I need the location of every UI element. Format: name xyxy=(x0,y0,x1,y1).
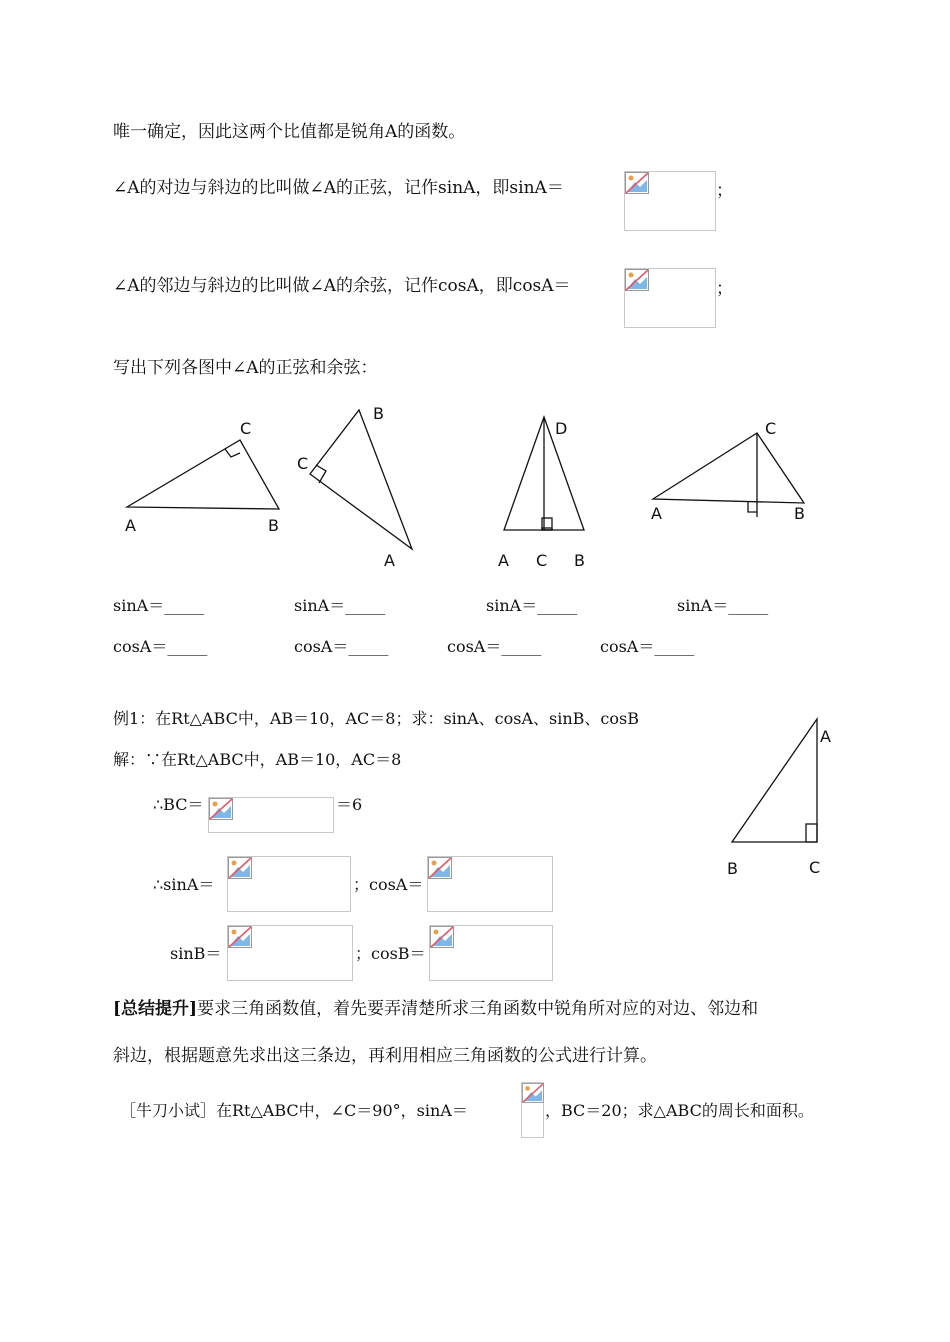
sina-formula-image xyxy=(227,856,351,912)
figure-1 xyxy=(127,440,279,509)
example-question: 例1：在Rt△ABC中，AB＝10，AC＝8；求：sinA、cosA、sinB、cosB xyxy=(113,709,639,728)
cosb-prefix: ；cosB＝ xyxy=(355,944,426,963)
fig4-label-a: A xyxy=(651,504,662,523)
triangle-figures xyxy=(0,395,950,585)
broken-image-icon xyxy=(209,798,233,820)
cosine-definition-tail: ； xyxy=(716,279,733,299)
fig3-label-c: C xyxy=(536,551,548,570)
fig1-label-c: C xyxy=(240,419,252,438)
practice-suffix: ，BC＝20；求△ABC的周长和面积。 xyxy=(545,1101,814,1120)
sine-definition-tail: ； xyxy=(716,181,733,201)
bc-prefix: ∴BC＝ xyxy=(153,795,204,814)
answer-cos-4[interactable]: cosA＝_____ xyxy=(600,637,695,656)
fig3-label-b: B xyxy=(574,551,585,570)
instruction: 写出下列各图中∠A的正弦和余弦： xyxy=(113,358,378,378)
fig1-label-a: A xyxy=(125,516,136,535)
answer-sin-2[interactable]: sinA＝_____ xyxy=(294,596,386,615)
fig4-label-c: C xyxy=(765,419,777,438)
summary-text-1: 要求三角函数值，着先要弄清楚所求三角函数中锐角所对应的对边、邻边和 xyxy=(197,999,759,1019)
practice-formula-image xyxy=(521,1082,544,1138)
example-label-c: C xyxy=(809,858,821,877)
paragraph-continuation: 唯一确定，因此这两个比值都是锐角A的函数。 xyxy=(113,122,466,142)
cosine-definition xyxy=(113,275,571,297)
fig4-label-b: B xyxy=(794,504,805,523)
sine-definition xyxy=(113,177,564,199)
fig1-label-b: B xyxy=(268,516,279,535)
broken-image-icon xyxy=(522,1083,544,1103)
example-solution-intro: 解：∵在Rt△ABC中，AB＝10，AC＝8 xyxy=(113,750,402,769)
answer-cos-3[interactable]: cosA＝_____ xyxy=(447,637,542,656)
practice-prefix: ［牛刀小试］在Rt△ABC中，∠C＝90°，sinA＝ xyxy=(120,1101,468,1120)
fig3-label-d: D xyxy=(555,419,568,438)
broken-image-icon xyxy=(625,172,649,194)
broken-image-icon xyxy=(228,926,252,948)
cosa-prefix: ；cosA＝ xyxy=(353,875,424,894)
cosine-formula-image xyxy=(624,268,716,328)
figure-3 xyxy=(504,417,584,530)
summary-line-2: 斜边，根据题意先求出这三条边，再利用相应三角函数的公式进行计算。 xyxy=(113,1046,657,1066)
figure-4 xyxy=(653,433,804,517)
bc-suffix: ＝6 xyxy=(336,795,363,814)
sinb-prefix: sinB＝ xyxy=(170,944,222,963)
sine-formula-image xyxy=(624,171,716,231)
sina-prefix: ∴sinA＝ xyxy=(153,875,215,894)
fig3-label-a: A xyxy=(498,551,509,570)
broken-image-icon xyxy=(428,857,452,879)
broken-image-icon xyxy=(430,926,454,948)
answer-sin-3[interactable]: sinA＝_____ xyxy=(486,596,578,615)
example-label-b: B xyxy=(727,859,738,878)
example-label-a: A xyxy=(820,727,831,746)
summary-line-1 xyxy=(113,998,758,1020)
cosine-definition-text: ∠A的邻边与斜边的比叫做∠A的余弦，记作cosA，即cosA＝ xyxy=(113,276,571,296)
fig2-label-b: B xyxy=(373,404,384,423)
broken-image-icon xyxy=(228,857,252,879)
sinb-formula-image xyxy=(227,925,353,981)
fig2-label-c: C xyxy=(297,454,309,473)
example-triangle xyxy=(715,710,845,885)
broken-image-icon xyxy=(625,269,649,291)
fig2-label-a: A xyxy=(384,551,395,570)
answer-sin-1[interactable]: sinA＝_____ xyxy=(113,596,205,615)
sine-definition-text: ∠A的对边与斜边的比叫做∠A的正弦，记作sinA，即sinA＝ xyxy=(113,178,564,198)
answer-sin-4[interactable]: sinA＝_____ xyxy=(677,596,769,615)
cosb-formula-image xyxy=(429,925,553,981)
answer-cos-1[interactable]: cosA＝_____ xyxy=(113,637,208,656)
cosa-formula-image xyxy=(427,856,553,912)
answer-cos-2[interactable]: cosA＝_____ xyxy=(294,637,389,656)
bc-formula-image xyxy=(208,797,334,833)
figure-2 xyxy=(310,410,412,549)
summary-tag: [总结提升] xyxy=(113,999,198,1019)
